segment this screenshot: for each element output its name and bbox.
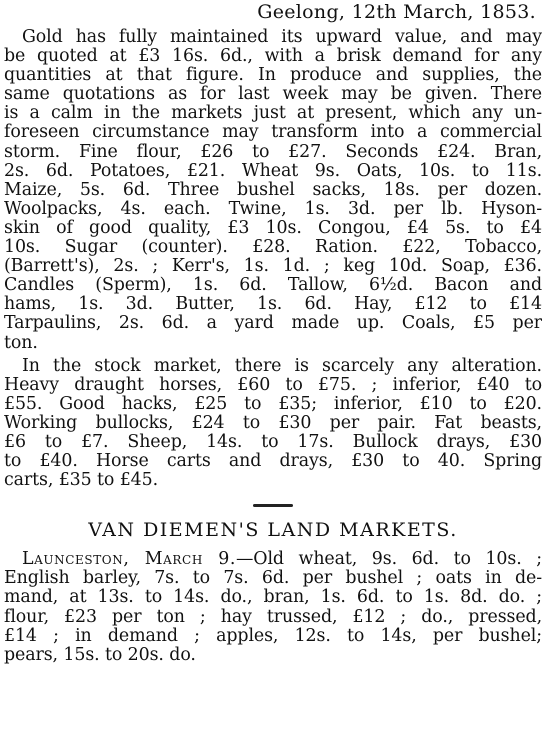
text-line: 10s. Sugar (counter). £28. Ration. £22, Tobacco,	[4, 238, 542, 258]
launceston-markets-paragraph	[4, 550, 542, 665]
text-line: hams, 1s. 3d. Butter, 1s. 6d. Hay, £12 to £14	[4, 295, 542, 315]
text-line: Gold has fully maintained its upward value, and may	[22, 28, 542, 47]
text-line: Working bullocks, £24 to £30 per pair. Fat beasts,	[4, 413, 542, 433]
text-line: mand, at 13s. to 14s. do., bran, 1s. 6d. to 1s. 8d. do. ;	[4, 588, 542, 608]
text-line: 2s. 6d. Potatoes, £21. Wheat 9s. Oats, 10s. to 11s.	[4, 161, 542, 181]
text-line: quantities at that figure. In produce and supplies, the	[4, 66, 542, 86]
text-line: ton.	[4, 333, 38, 353]
gold-and-produce-paragraph	[4, 28, 542, 353]
text-line: be quoted at £3 16s. 6d., with a brisk demand for any	[4, 47, 542, 67]
text-line: pears, 15s. to 20s. do.	[4, 645, 196, 665]
dateline: Geelong, 12th March, 1853.	[257, 1, 536, 23]
line-text: —Old wheat, 9s. 6d. to 10s. ;	[236, 550, 542, 570]
text-line: same quotations as for last week may be given. There	[4, 85, 542, 105]
text-line: £6 to £7. Sheep, 14s. to 17s. Bullock drays, £30	[4, 432, 542, 452]
text-line: £14 ; in demand ; apples, 12s. to 14s, per bushel;	[4, 626, 542, 646]
text-line: skin of good quality, £3 10s. Congou, £4 5s. to £4	[4, 218, 542, 238]
text-line: Candles (Sperm), 1s. 6d. Tallow, 6½d. Bacon and	[4, 276, 542, 296]
text-line: foreseen circumstance may transform into a commercial	[4, 123, 542, 143]
place-and-date: Launceston, March 9.	[22, 550, 236, 570]
section-title: VAN DIEMEN'S LAND MARKETS.	[88, 519, 458, 542]
text-line	[4, 550, 542, 569]
text-line: In the stock market, there is scarcely any alteration.	[22, 356, 542, 376]
text-line: storm. Fine flour, £26 to £27. Seconds £24. Bran,	[4, 142, 542, 162]
text-line: to £40. Horse carts and drays, £30 to 40. Spring	[4, 452, 542, 472]
text-line: £55. Good hacks, £25 to £35; inferior, £10 to £20.	[4, 394, 542, 414]
text-line: flour, £23 per ton ; hay trussed, £12 ; do., pressed,	[4, 607, 542, 627]
text-line: English barley, 7s. to 7s. 6d. per bushel ; oats in de-	[4, 569, 542, 589]
text-line: Woolpacks, 4s. each. Twine, 1s. 3d. per lb. Hyson-	[4, 199, 542, 219]
text-line: Tarpaulins, 2s. 6d. a yard made up. Coals, £5 per	[4, 314, 542, 334]
text-line: (Barrett's), 2s. ; Kerr's, 1s. 1d. ; keg 10d. Soap, £36.	[4, 257, 542, 277]
text-line: is a calm in the markets just at present, which any un-	[4, 104, 542, 124]
text-line: carts, £35 to £45.	[4, 471, 159, 491]
text-line: Heavy draught horses, £60 to £75. ; inferior, £40 to	[4, 375, 542, 395]
stock-market-paragraph	[4, 357, 542, 491]
text-line: Maize, 5s. 6d. Three bushel sacks, 18s. per dozen.	[4, 180, 542, 200]
section-divider	[253, 504, 293, 507]
